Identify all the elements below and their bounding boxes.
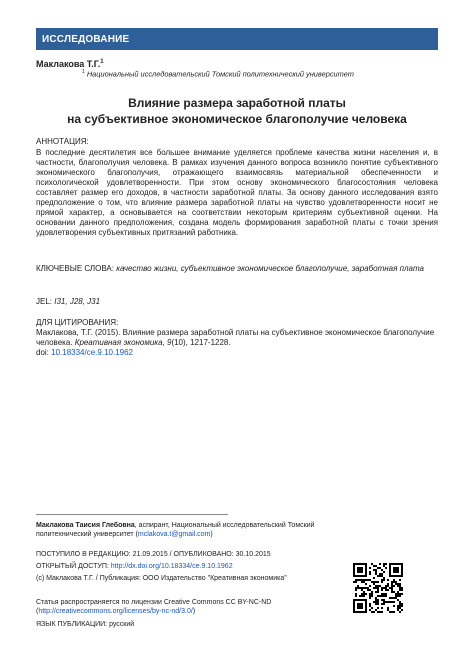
- article-title: [36, 95, 438, 127]
- author-info-rest: , аспирант, Национальный исследовательский Томский политехнический университет (: [36, 522, 315, 538]
- author-name: Маклакова Т.Г.: [36, 59, 101, 69]
- keywords-value: качество жизни, субъективное экономическое благополучие, заработная плата: [116, 264, 424, 273]
- jel-label: JEL:: [36, 297, 53, 306]
- author-sup: 1: [100, 59, 104, 65]
- license-text: Статья распространяется по лицензии Creative Commons CC BY-NC-ND: [36, 599, 272, 606]
- publication-language: ЯЗЫК ПУБЛИКАЦИИ: русский: [36, 621, 135, 628]
- section-banner-label: ИССЛЕДОВАНИЕ: [42, 33, 130, 45]
- citation-journal: Креативная экономика: [74, 338, 163, 347]
- citation-doi-link[interactable]: 10.18334/ce.9.10.1962: [51, 348, 133, 357]
- author-info-name: Маклакова Таисия Глебовна: [36, 522, 135, 529]
- abstract-text: В последние десятилетия все большее внимание уделяется проблеме качества жизни населения и, в частности, благополучия человека. В рамках изучения данного вопроса возникло понятие субъективного экономического благополучия, отражающего взаимосвязь материальной обеспеченности и психологической удовлетворенности. При этом основу экономического благосостояния человека составляет размер его доходов, в частности заработной платы. За основу данного исследования взято предположение о том, что влияние размера заработной платы на чувство удовлетворенности носит не прямой характер, а основывается на соответствии некоторым критериям субъективной оценки. На основании данного предположения, создана модель формирования заработной платы с точки зрения удовлетворения субъективных притязаний работника.: [36, 148, 438, 237]
- qr-code-icon: [353, 563, 403, 613]
- copyright: (c) Маклакова Т.Г. / Публикация: ООО Издательство "Креативная экономика": [36, 575, 287, 582]
- open-access-link[interactable]: http://dx.doi.org/10.18334/ce.9.10.1962: [110, 563, 233, 570]
- citation-volume: 9: [166, 338, 172, 347]
- section-banner: [36, 28, 438, 50]
- jel-value: I31, J28, J31: [54, 297, 101, 306]
- jel-codes: [36, 297, 438, 307]
- author-line: [36, 59, 104, 69]
- citation-text: Маклакова, Т.Г. (2015). Влияние размера заработной платы на субъективное экономическое благополучие человека. Креативная экономика, 9(10), 1217-1228. doi: 10.18334/ce.9.10.1962: [36, 328, 435, 357]
- footer-divider: [36, 514, 228, 515]
- citation-rest: (10), 1217-1228.: [171, 338, 231, 347]
- license: Статья распространяется по лицензии Creative Commons CC BY-NC-ND (http://creativecommons.org/licenses/by-nc-nd/3.0/): [36, 599, 272, 615]
- license-link[interactable]: http://creativecommons.org/licenses/by-nc-nd/3.0/: [38, 608, 193, 615]
- open-access: [36, 562, 336, 571]
- affiliation-text: Национальный исследовательский Томский политехнический университет: [86, 69, 354, 79]
- affiliation: [82, 69, 354, 78]
- keywords-label: КЛЮЧЕВЫЕ СЛОВА:: [36, 264, 114, 273]
- author-email-link[interactable]: mclakova.t@gmail.com: [137, 531, 211, 538]
- affiliation-sup: 1: [82, 69, 85, 75]
- citation-doi-label: doi:: [36, 348, 49, 357]
- open-access-label: ОТКРЫТЫЙ ДОСТУП:: [36, 563, 109, 570]
- received-published: ПОСТУПИЛО В РЕДАКЦИЮ: 21.09.2015 / ОПУБЛИКОВАНО: 30.10.2015: [36, 551, 271, 558]
- citation-pre: Маклакова, Т.Г. (2015). Влияние размера заработной платы на субъективное экономическое благополучие человека.: [36, 328, 435, 347]
- abstract-heading: АННОТАЦИЯ:: [36, 137, 89, 146]
- title-line-1: Влияние размера заработной платы: [128, 96, 346, 110]
- author-info: Маклакова Таисия Глебовна, аспирант, Национальный исследовательский Томский политехнический университет (mclakova.t@gmail.com): [36, 522, 315, 538]
- citation-heading: ДЛЯ ЦИТИРОВАНИЯ:: [36, 318, 119, 327]
- title-line-2: на субъективное экономическое благополучие человека: [67, 112, 407, 126]
- keywords: [36, 264, 438, 274]
